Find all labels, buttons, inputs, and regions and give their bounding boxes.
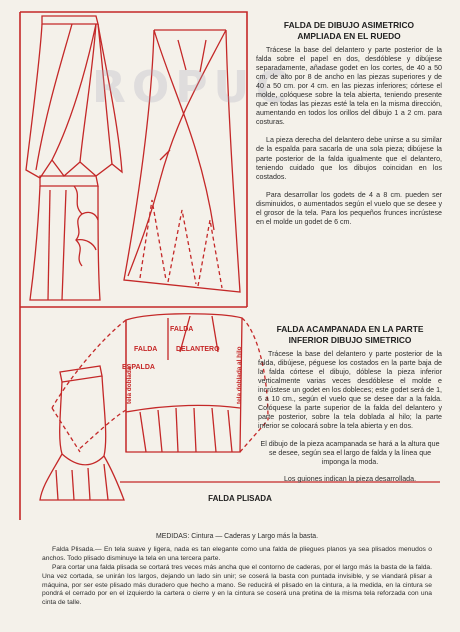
section1-body xyxy=(256,46,442,227)
section1-paragraph-1: Trácese la base del delantero y parte posterior de la falda sobre el papel en dos, desdóblese y dibújese separadamente, añadase godet en los cortes, de 40 a 50 cm. de alto por 8 de ancho en las piezas superiores y de 40 a 50 cm. por 4 cm. en las piezas inferiores; córtese el molde, colóquese sobre la tela abierta, teniendo presente que en todas las piezas esté la tela en la misma dirección, aumentando en todos los orillos del dibujo 1 a 2 cm. para costuras. xyxy=(256,46,442,127)
section3-body xyxy=(42,533,432,608)
section2-paragraph-3: Los guiones indican la pieza desarrollada. xyxy=(283,475,417,484)
section3-title: FALDA PLISADA xyxy=(208,494,272,503)
watermark-text: ROPUC xyxy=(92,62,294,113)
label-delantero: DELANTERO xyxy=(176,346,220,353)
section2-title-line2: INFERIOR DIBUJO SIMETRICO xyxy=(288,334,412,345)
skirt-sketch-asymmetric xyxy=(26,16,122,178)
section1-title-line1: FALDA DE DIBUJO ASIMETRICO xyxy=(283,20,415,30)
section1-paragraph-3: Para desarrollar los godets de 4 a 8 cm. pueden ser disminuidos, o aumentados según el vuelo que se desee y el grosor de la tela. Para los pequeños frunces incrústese en el molde un godet de 6 cm. xyxy=(256,190,442,226)
pattern-asymmetric-front xyxy=(124,30,240,292)
label-falda-left: FALDA xyxy=(134,346,158,353)
section1-title-line2: AMPLIADA EN EL RUEDO xyxy=(297,30,401,41)
section2-title xyxy=(252,324,448,345)
section2-paragraph-1: Trácese la base del delantero y parte posterior de la falda, dibújese, péguese los costados en la parte baja de la falda córtese el dibujo, dóblese la pieza inferior verticalmente varias veces desdóblese el molde e incrústese un godet en los dobleces; este godet será de 1, 6 a 10 cm., según el vuelo que se desee dar a la falda. Colóquese la parte superior de la falda del delantero y parte posterior, sobre la tela doblada al hilo; la parte inferior se colocará sobre la tela abierta y en dos. xyxy=(258,350,442,431)
section3-paragraph-1: Falda Plisada.— En tela suave y ligera, nada es tan elegante como una falda de pliegues planos ya sea plisados menudos o anchos. Todo plisado disminuye la tela en una tercera parte. xyxy=(42,545,432,562)
section2-body xyxy=(258,350,442,431)
label-espalda: ESPALDA xyxy=(122,364,155,371)
section2-title-line1: FALDA ACAMPANADA EN LA PARTE xyxy=(276,324,424,334)
section1-title xyxy=(254,20,444,41)
skirt-sketch-ruffle xyxy=(30,176,100,300)
skirt-sketch-trumpet xyxy=(40,366,124,500)
section1-paragraph-2: La pieza derecha del delantero debe unirse a su similar de la espalda para sacarla de una sola pieza; dibújese la parte posterior de la falda igualmente que el delantero, teniendo cuidado que los dibujos coincidan en los costados. xyxy=(256,136,442,181)
section2-paragraph-2: El dibujo de la pieza acampanada se hará a la altura que se desee, según sea el largo de falda y la línea que imponga la moda. xyxy=(260,440,440,467)
label-falda-top: FALDA xyxy=(170,326,194,333)
section2-notes xyxy=(258,440,442,484)
section3-paragraph-2: Para cortar una falda plisada se cortará tres veces más ancha que el contorno de caderas, por el largo más la basta de la falda. Una vez cortada, se unirán los largos, dejando un lado sin unir; se coserá la basta con puntada invisible, y se viandará plisar a máquina, por ser este plisado más duradero que hecho a mano. Se reducirá el plisado en la cintura, a la medida, en la cintura se pondrá el cerrado por en el izquierdo la cartera o cierre y en la cintura se coserá una pretina de la misma tela reforzada con una cinta de talle. xyxy=(42,563,432,607)
section3-medidas: MEDIDAS: Cintura — Caderas y Largo más la basta. xyxy=(156,533,318,540)
label-tela-doblada: tela doblada xyxy=(126,366,133,404)
label-tela-doblada-al-hilo: tela doblada al hilo xyxy=(236,346,243,404)
